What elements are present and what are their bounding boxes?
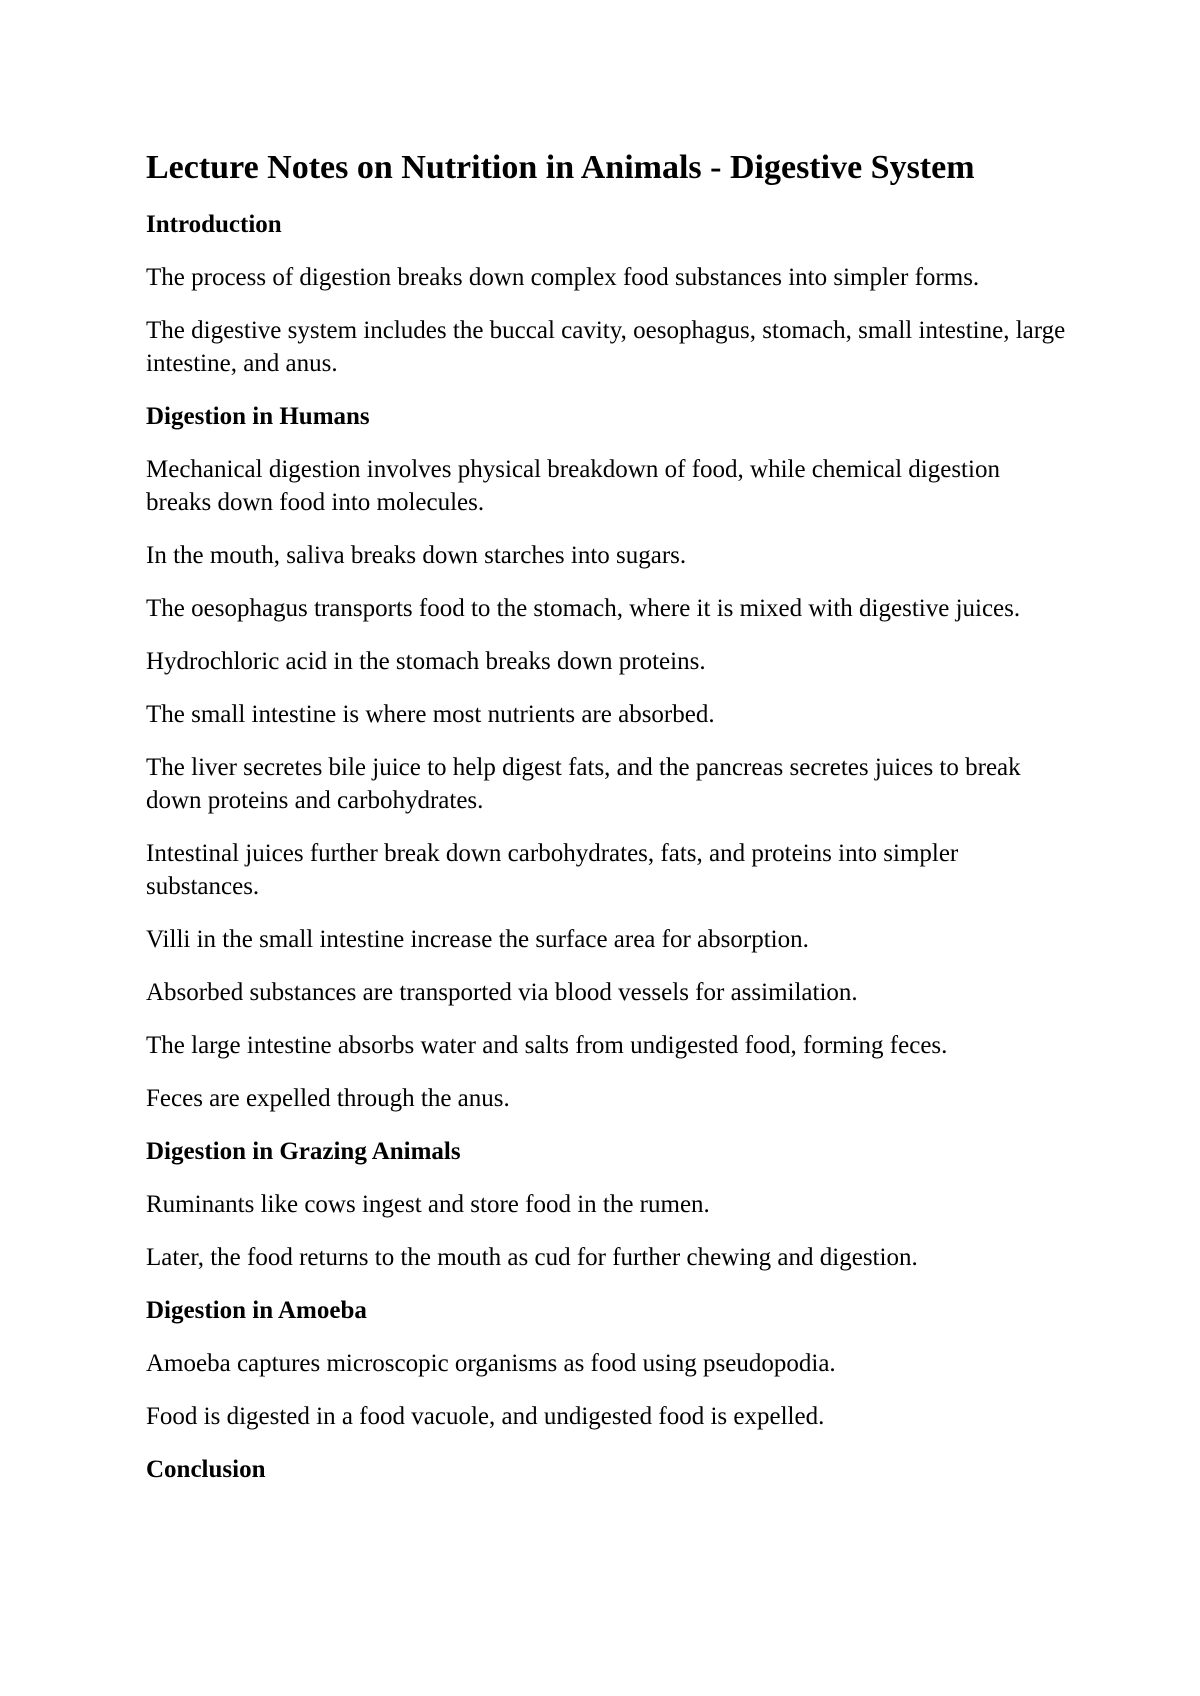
section-digestion-in-amoeba xyxy=(146,1294,1066,1433)
section-heading: Digestion in Amoeba xyxy=(146,1297,367,1324)
paragraph: The process of digestion breaks down complex food substances into simpler forms. xyxy=(146,264,980,291)
paragraph: Ruminants like cows ingest and store food in the rumen. xyxy=(146,1191,710,1218)
paragraph: Hydrochloric acid in the stomach breaks down proteins. xyxy=(146,648,706,675)
document-body xyxy=(146,146,1066,1506)
paragraph: Later, the food returns to the mouth as cud for further chewing and digestion. xyxy=(146,1244,918,1271)
paragraph: Villi in the small intestine increase the surface area for absorption. xyxy=(146,926,809,953)
section-heading: Introduction xyxy=(146,211,282,238)
section-heading: Digestion in Grazing Animals xyxy=(146,1138,461,1165)
paragraph: The liver secretes bile juice to help digest fats, and the pancreas secretes juices to break down proteins and carbohydrates. xyxy=(146,754,1021,814)
paragraph: The large intestine absorbs water and salts from undigested food, forming feces. xyxy=(146,1032,948,1059)
paragraph: Mechanical digestion involves physical breakdown of food, while chemical digestion breaks down food into molecules. xyxy=(146,456,1000,516)
paragraph: Absorbed substances are transported via blood vessels for assimilation. xyxy=(146,979,858,1006)
paragraph: Feces are expelled through the anus. xyxy=(146,1085,510,1112)
section-heading: Digestion in Humans xyxy=(146,403,370,430)
paragraph: Intestinal juices further break down carbohydrates, fats, and proteins into simpler substances. xyxy=(146,840,959,900)
section-digestion-in-grazing-animals xyxy=(146,1135,1066,1274)
paragraph: The oesophagus transports food to the stomach, where it is mixed with digestive juices. xyxy=(146,595,1021,622)
section-heading: Conclusion xyxy=(146,1456,266,1483)
section-introduction xyxy=(146,208,1066,380)
paragraph: Food is digested in a food vacuole, and undigested food is expelled. xyxy=(146,1403,825,1430)
paragraph: The small intestine is where most nutrients are absorbed. xyxy=(146,701,715,728)
paragraph: Amoeba captures microscopic organisms as food using pseudopodia. xyxy=(146,1350,836,1377)
paragraph: In the mouth, saliva breaks down starches into sugars. xyxy=(146,542,687,569)
paragraph: The digestive system includes the buccal cavity, oesophagus, stomach, small intestine, large intestine, and anus. xyxy=(146,317,1066,377)
section-digestion-in-humans xyxy=(146,400,1066,1115)
section-conclusion xyxy=(146,1453,1066,1487)
document-title: Lecture Notes on Nutrition in Animals - Digestive System xyxy=(146,149,975,186)
